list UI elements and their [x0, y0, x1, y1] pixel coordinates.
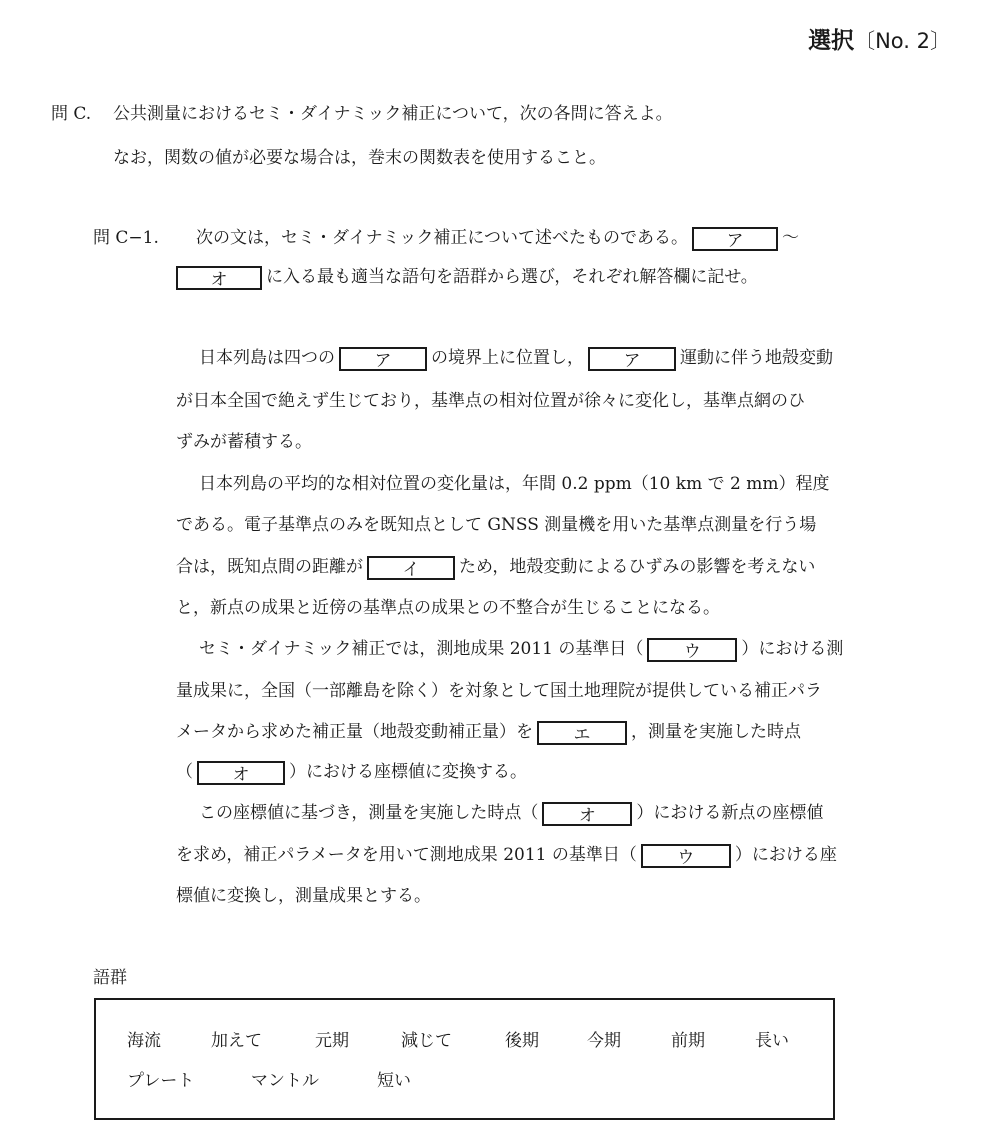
- select-label: 選択: [808, 28, 855, 54]
- question-number: 〔No. 2〕: [854, 29, 951, 53]
- page-header: [808, 22, 951, 55]
- tilde: 〜: [781, 228, 799, 248]
- passage-p1-line1: 日本列島は四つの ア の境界上に位置し， ア 運動に伴う地殻変動: [199, 348, 833, 371]
- passage-p3-line4: （ オ ）における座標値に変換する。: [176, 762, 527, 785]
- word-item: プレート: [127, 1071, 195, 1091]
- blank-a: ア: [692, 227, 778, 251]
- question-c-label: 問 C.: [51, 104, 92, 124]
- passage-p2-line3: 合は，既知点間の距離が イ ため，地殻変動によるひずみの影響を考えない: [176, 557, 816, 580]
- blank-i: イ: [367, 556, 455, 580]
- passage-p2-line1: 日本列島の平均的な相対位置の変化量は，年間 0.2 ppm（10 km で 2 mm）程度: [199, 474, 830, 494]
- blank-o: オ: [176, 266, 262, 290]
- word-item: 加えて: [211, 1031, 262, 1051]
- question-c1-label: 問 C−1.: [93, 228, 159, 248]
- passage-p1-line2: が日本全国で絶えず生じており，基準点の相対位置が徐々に変化し，基準点網のひ: [176, 391, 805, 411]
- passage-p4-line3: 標値に変換し，測量成果とする。: [176, 886, 431, 906]
- passage-p3-line2: 量成果に，全国（一部離島を除く）を対象として国土地理院が提供している補正パラ: [176, 681, 822, 701]
- word-item: 海流: [127, 1031, 161, 1051]
- word-item: 短い: [377, 1071, 411, 1091]
- passage-p4-line2: を求め，補正パラメータを用いて測地成果 2011 の基準日（ ウ ）における座: [176, 845, 837, 868]
- passage-p3-line1: セミ・ダイナミック補正では，測地成果 2011 の基準日（ ウ ）における測: [199, 639, 844, 662]
- word-item: 後期: [505, 1031, 539, 1051]
- passage-p1-line3: ずみが蓄積する。: [176, 432, 312, 452]
- question-c-line2: なお，関数の値が必要な場合は，巻末の関数表を使用すること。: [113, 148, 606, 168]
- passage-p2-line2: である。電子基準点のみを既知点として GNSS 測量機を用いた基準点測量を行う場: [176, 515, 817, 535]
- question-c1-line1: 次の文は，セミ・ダイナミック補正について述べたものである。 ア 〜: [196, 228, 799, 251]
- word-item: 元期: [315, 1031, 349, 1051]
- word-group-title: 語群: [93, 968, 127, 988]
- word-group-box: [94, 998, 835, 1120]
- passage-p3-line3: メータから求めた補正量（地殻変動補正量）を エ ，測量を実施した時点: [176, 722, 801, 745]
- blank-a: ア: [339, 347, 427, 371]
- blank-e: エ: [537, 721, 627, 745]
- word-item: 長い: [755, 1031, 789, 1051]
- passage-p2-line4: と，新点の成果と近傍の基準点の成果との不整合が生じることになる。: [176, 598, 720, 618]
- blank-a: ア: [588, 347, 676, 371]
- word-item: 減じて: [401, 1031, 452, 1051]
- word-item: マントル: [251, 1071, 319, 1091]
- blank-o: オ: [542, 802, 632, 826]
- blank-o: オ: [197, 761, 285, 785]
- question-c1-line2: オ に入る最も適当な語句を語群から選び，それぞれ解答欄に記せ。: [176, 265, 758, 290]
- passage-p4-line1: この座標値に基づき，測量を実施した時点（ オ ）における新点の座標値: [199, 803, 824, 826]
- question-c-line1: 公共測量におけるセミ・ダイナミック補正について，次の各問に答えよ。: [113, 104, 673, 124]
- word-item: 前期: [671, 1031, 705, 1051]
- blank-u: ウ: [647, 638, 737, 662]
- word-item: 今期: [587, 1031, 621, 1051]
- blank-u: ウ: [641, 844, 731, 868]
